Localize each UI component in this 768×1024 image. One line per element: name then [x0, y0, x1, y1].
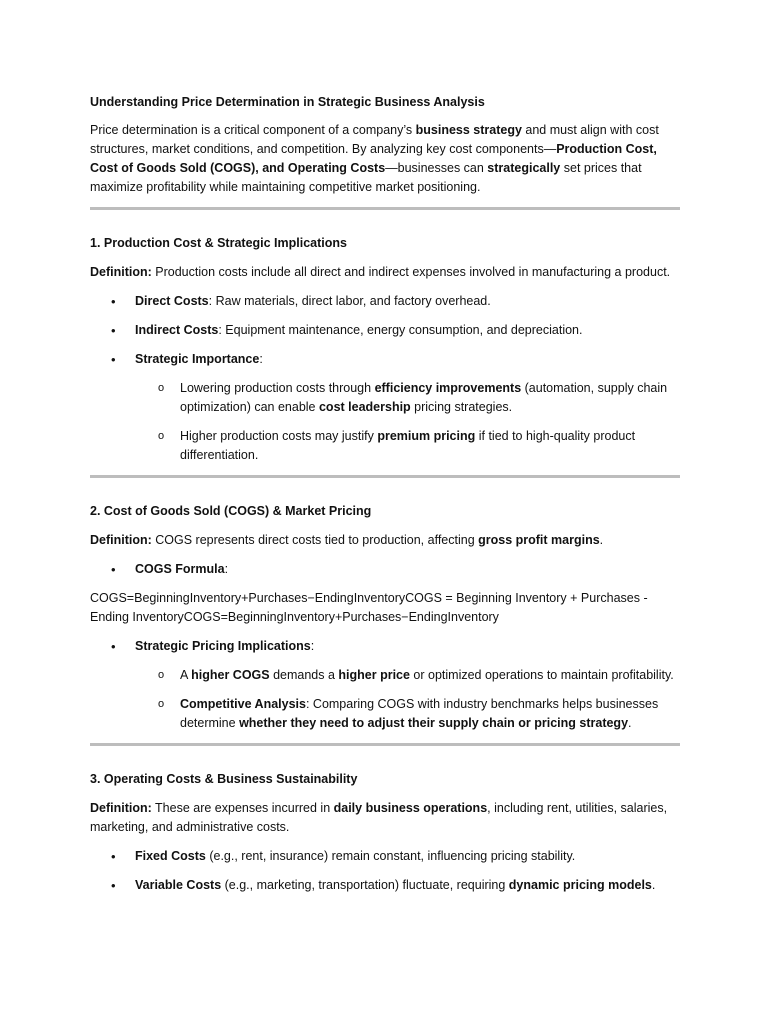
- list-item: [90, 876, 680, 895]
- intro-text: set prices that maximize profitability while maintaining competitive market positioning.: [90, 161, 642, 194]
- list-item-text: :: [259, 352, 263, 366]
- definition-paragraph: [90, 531, 680, 550]
- section-divider: [90, 207, 680, 210]
- list-item-text: .: [651, 878, 656, 892]
- list-item: [90, 637, 680, 733]
- sub-list-item: [135, 666, 680, 685]
- sub-list-item: [135, 695, 680, 733]
- section-divider: [90, 475, 680, 478]
- list-item-text: : Equipment maintenance, energy consumption, and depreciation.: [218, 323, 583, 337]
- bullet-list: [90, 637, 680, 733]
- list-item-term: Strategic Importance: [135, 352, 260, 366]
- sub-item-bold: efficiency improvements: [374, 381, 522, 395]
- intro-bold: strategically: [487, 161, 561, 175]
- definition-label: Definition:: [90, 533, 152, 547]
- section-heading: 1. Production Cost & Strategic Implications: [90, 236, 347, 250]
- definition-label: Definition:: [90, 265, 152, 279]
- section-heading: 3. Operating Costs & Business Sustainability: [90, 772, 358, 786]
- list-item-text: (e.g., marketing, transportation) fluctuate, requiring: [221, 878, 509, 892]
- intro-bold: Production Cost, Cost of Goods Sold (COGS), and Operating Costs: [90, 142, 657, 175]
- sub-item-text: or optimized operations to maintain profitability.: [409, 668, 674, 682]
- sub-item-text: Lowering production costs through: [180, 381, 375, 395]
- definition-text: These are expenses incurred in: [151, 801, 334, 815]
- list-item-text: (e.g., rent, insurance) remain constant, influencing pricing stability.: [205, 849, 576, 863]
- formula-line: COGS=BeginningInventory+Purchases−EndingInventoryCOGS = Beginning Inventory + Purchases - Ending InventoryCOGS=BeginningInventory+Purchases−EndingInventory: [90, 591, 648, 624]
- definition-bold: gross profit margins: [478, 533, 600, 547]
- bullet-list: [90, 847, 680, 895]
- list-item: [90, 350, 680, 465]
- sub-item-text: Higher production costs may justify: [180, 429, 378, 443]
- bullet-list: [90, 560, 680, 579]
- definition-label: Definition:: [90, 801, 152, 815]
- definition-text: COGS represents direct costs tied to production, affecting: [151, 533, 479, 547]
- list-item: [90, 321, 680, 340]
- definition-paragraph: [90, 263, 680, 282]
- sub-list: [135, 666, 680, 733]
- sub-item-text: (automation, supply chain optimization) can enable: [180, 381, 668, 414]
- list-item-text: :: [224, 562, 229, 576]
- sub-item-text: if tied to high-quality product differentiation.: [180, 429, 636, 462]
- list-item-term: Indirect Costs: [135, 323, 219, 337]
- section-heading: 2. Cost of Goods Sold (COGS) & Market Pricing: [90, 504, 372, 518]
- sub-item-bold: higher price: [338, 668, 410, 682]
- list-item-text: : Raw materials, direct labor, and factory overhead.: [208, 294, 491, 308]
- bullet-list: [90, 292, 680, 465]
- definition-bold: daily business operations: [333, 801, 488, 815]
- sub-item-text: pricing strategies.: [410, 400, 513, 414]
- list-item: [90, 560, 680, 579]
- definition-text: .: [599, 533, 604, 547]
- list-item-term: Variable Costs: [135, 878, 222, 892]
- list-item: [90, 847, 680, 866]
- sub-item-text: : Comparing COGS with industry benchmarks helps businesses determine: [180, 697, 659, 730]
- section-divider: [90, 743, 680, 746]
- intro-text: and must align with cost structures, market conditions, and competition. By analyzing key cost components—: [90, 123, 659, 156]
- sub-list: [135, 379, 680, 465]
- intro-text: Price determination is a critical component of a company’s: [90, 123, 416, 137]
- intro-bold: business strategy: [415, 123, 522, 137]
- sub-item-text: .: [628, 716, 632, 730]
- list-item-term: Fixed Costs: [135, 849, 206, 863]
- list-item-term: Direct Costs: [135, 294, 209, 308]
- sub-item-bold: Competitive Analysis: [180, 697, 306, 711]
- sub-item-bold: whether they need to adjust their supply chain or pricing strategy: [239, 716, 629, 730]
- document-title: Understanding Price Determination in Strategic Business Analysis: [90, 95, 485, 109]
- definition-text: , including rent, utilities, salaries, marketing, and administrative costs.: [90, 801, 668, 834]
- list-item-text: :: [310, 639, 315, 653]
- intro-paragraph: [90, 121, 680, 197]
- intro-text: —businesses can: [385, 161, 488, 175]
- list-item-term: COGS Formula: [135, 562, 225, 576]
- list-item-term: dynamic pricing models: [508, 878, 652, 892]
- sub-item-bold: cost leadership: [318, 400, 411, 414]
- sub-list-item: [135, 427, 680, 465]
- sub-item-bold: premium pricing: [377, 429, 476, 443]
- sub-list-item: [135, 379, 680, 417]
- sub-item-text: A: [180, 668, 192, 682]
- definition-paragraph: [90, 799, 680, 837]
- definition-text: Production costs include all direct and indirect expenses involved in manufacturing a product.: [151, 265, 671, 279]
- list-item: [90, 292, 680, 311]
- sub-item-bold: higher COGS: [191, 668, 270, 682]
- list-item-term: Strategic Pricing Implications: [135, 639, 311, 653]
- sub-item-text: demands a: [269, 668, 339, 682]
- document-body: [90, 93, 680, 905]
